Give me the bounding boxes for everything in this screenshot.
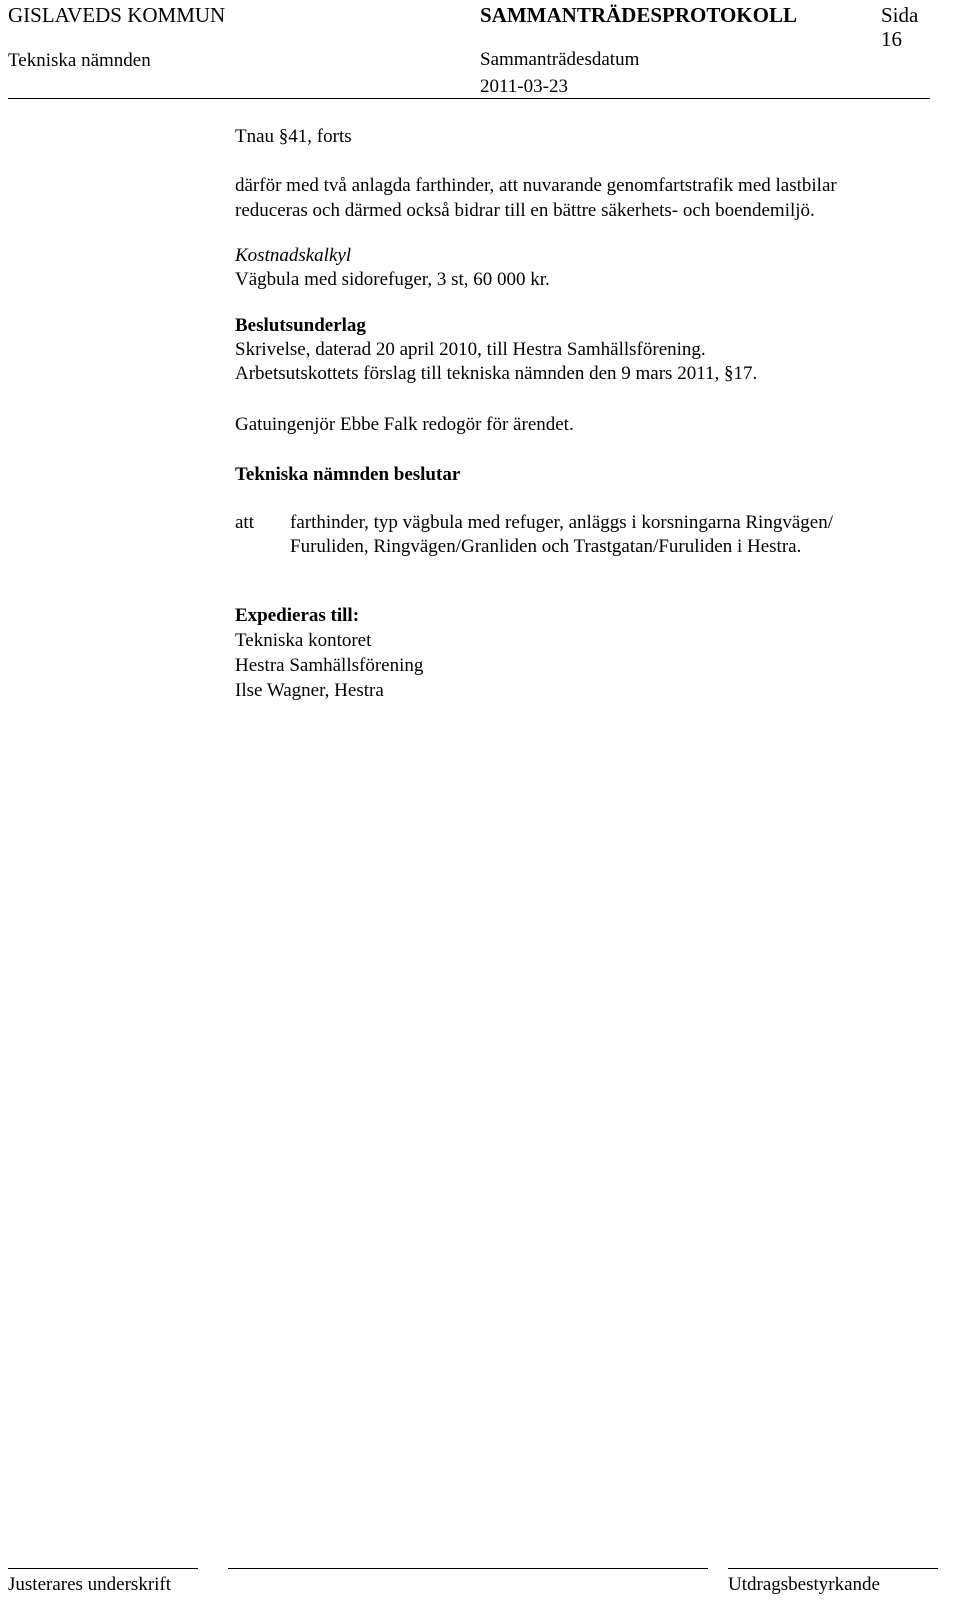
cost-text: Vägbula med sidorefuger, 3 st, 60 000 kr.: [235, 269, 550, 290]
page-number: 16: [881, 27, 902, 51]
meeting-date-label: Sammanträdesdatum: [480, 49, 640, 70]
basis-heading: Beslutsunderlag: [235, 315, 366, 336]
protocol-title: SAMMANTRÄDESPROTOKOLL: [480, 3, 797, 27]
header-divider: [8, 98, 930, 99]
dispatch-recipient: Tekniska kontoret: [235, 630, 372, 651]
decision-att: att: [235, 512, 254, 533]
decision-line-2: Furuliden, Ringvägen/Granliden och Trastgatan/Furuliden i Hestra.: [290, 536, 802, 557]
decision-line-1: farthinder, typ vägbula med refuger, anläggs i korsningarna Ringvägen/: [290, 512, 833, 533]
department-name: Tekniska nämnden: [8, 50, 151, 71]
extract-certification-label: Utdragsbestyrkande: [728, 1574, 880, 1595]
page-label: Sida: [881, 3, 919, 27]
dispatch-recipient: Hestra Samhällsförening: [235, 655, 424, 676]
footer-divider-middle: [228, 1568, 708, 1569]
adjuster-signature-line: [8, 1568, 198, 1569]
cost-heading: Kostnadskalkyl: [235, 245, 352, 266]
section-reference: Tnau §41, forts: [235, 126, 352, 147]
municipality-name: GISLAVEDS KOMMUN: [8, 3, 226, 27]
decision-heading: Tekniska nämnden beslutar: [235, 464, 461, 485]
intro-text-line-1: därför med två anlagda farthinder, att nuvarande genomfartstrafik med lastbilar: [235, 175, 837, 196]
dispatch-recipient: Ilse Wagner, Hestra: [235, 680, 384, 701]
adjuster-signature-label: Justerares underskrift: [8, 1574, 172, 1595]
meeting-date: 2011-03-23: [480, 76, 568, 97]
presenter-text: Gatuingenjör Ebbe Falk redogör för ärendet.: [235, 414, 574, 435]
basis-line-2: Arbetsutskottets förslag till tekniska nämnden den 9 mars 2011, §17.: [235, 363, 758, 384]
intro-text-line-2: reduceras och därmed också bidrar till en bättre säkerhets- och boendemiljö.: [235, 200, 815, 221]
dispatch-heading: Expedieras till:: [235, 605, 360, 626]
extract-certification-line: [728, 1568, 938, 1569]
basis-line-1: Skrivelse, daterad 20 april 2010, till Hestra Samhällsförening.: [235, 339, 706, 360]
